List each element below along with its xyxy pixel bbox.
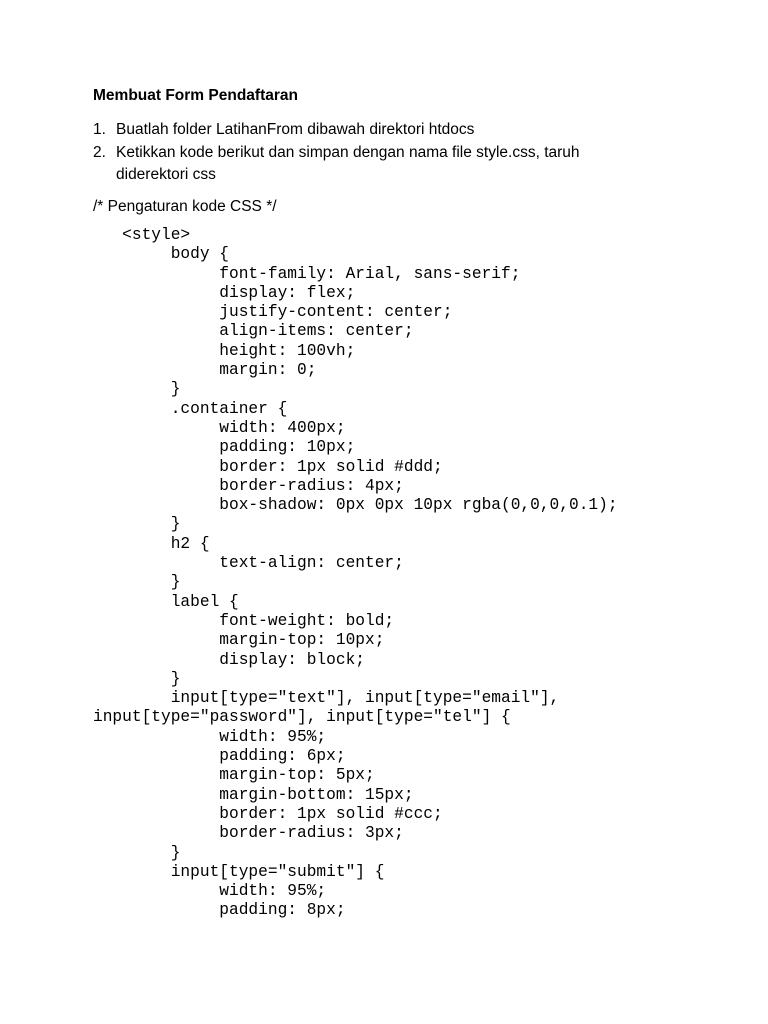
code-line: h2 { (93, 534, 210, 553)
code-line: width: 95%; (93, 882, 327, 901)
code-line: margin-bottom: 15px; (93, 785, 414, 804)
code-line: width: 400px; (93, 418, 346, 437)
code-line: body { (93, 245, 229, 264)
code-line: justify-content: center; (93, 303, 453, 322)
code-line: label { (93, 592, 239, 611)
code-line: box-shadow: 0px 0px 10px rgba(0,0,0,0.1); (93, 496, 618, 515)
steps-list (93, 119, 653, 187)
code-line: border-radius: 4px; (93, 476, 404, 495)
code-block (93, 226, 753, 921)
code-line: } (93, 669, 181, 688)
css-comment: /* Pengaturan kode CSS */ (93, 198, 277, 215)
code-line: .container { (93, 399, 288, 418)
code-line: text-align: center; (93, 554, 404, 573)
code-line: input[type="text"], input[type="email"], (93, 689, 560, 708)
code-line: font-family: Arial, sans-serif; (93, 264, 521, 283)
step-text: Ketikkan kode berikut dan simpan dengan nama file style.css, taruh diderektori css (116, 143, 580, 183)
code-line: border: 1px solid #ddd; (93, 457, 443, 476)
code-line: height: 100vh; (93, 341, 356, 360)
code-line: display: block; (93, 650, 365, 669)
step-item (93, 119, 653, 142)
code-line: padding: 10px; (93, 438, 356, 457)
code-line: padding: 6px; (93, 747, 346, 766)
code-line: margin: 0; (93, 361, 317, 380)
code-line: align-items: center; (93, 322, 414, 341)
code-line: } (93, 380, 181, 399)
code-line: <style> (93, 226, 191, 244)
step-number: 1. (93, 121, 106, 138)
code-line: border-radius: 3px; (93, 824, 404, 843)
code-line: } (93, 573, 181, 592)
step-item (93, 142, 653, 187)
step-number: 2. (93, 143, 106, 161)
code-line: input[type="password"], input[type="tel"] { (93, 708, 511, 727)
step-text: Buatlah folder LatihanFrom dibawah direktori htdocs (116, 121, 475, 138)
code-line: input[type="submit"] { (93, 862, 385, 881)
code-line: } (93, 843, 181, 862)
code-line: font-weight: bold; (93, 611, 395, 630)
code-line: width: 95%; (93, 727, 327, 746)
code-line: padding: 8px; (93, 901, 346, 920)
code-line: margin-top: 10px; (93, 631, 385, 650)
code-line: margin-top: 5px; (93, 766, 375, 785)
code-line: display: flex; (93, 283, 356, 302)
document-title: Membuat Form Pendaftaran (93, 87, 298, 104)
code-line: border: 1px solid #ccc; (93, 804, 443, 823)
code-line: } (93, 515, 181, 534)
